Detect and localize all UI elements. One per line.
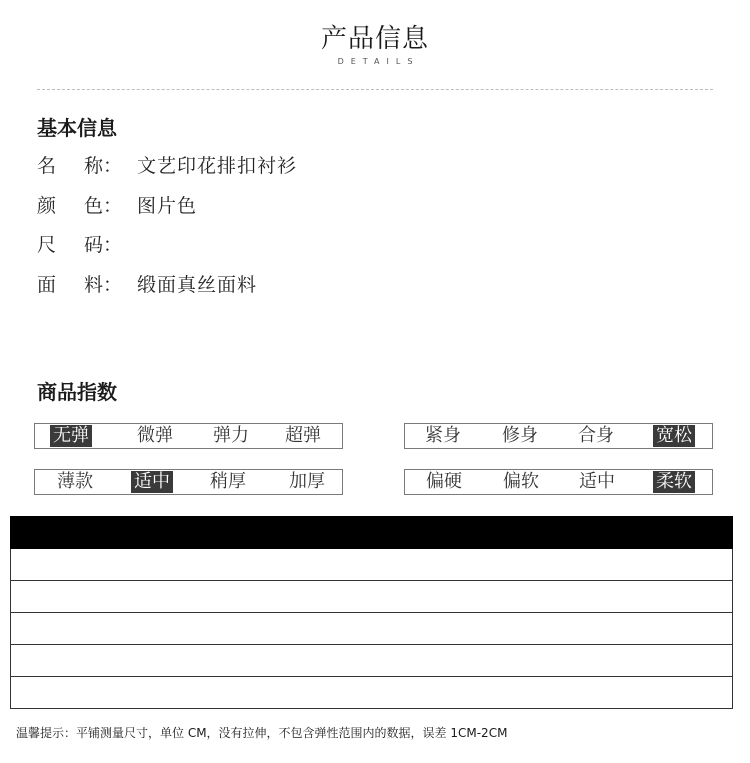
- scale-option: 无弹: [50, 425, 92, 447]
- scale-option: 偏硬: [426, 471, 462, 492]
- scale-option: 合身: [578, 425, 614, 446]
- softness-scale: [404, 469, 713, 495]
- info-value: 图片色: [137, 195, 198, 217]
- fit-scale: [404, 423, 713, 449]
- scale-option: 薄款: [57, 471, 93, 492]
- info-label-char: 名: [37, 155, 57, 177]
- table-row: [10, 613, 733, 645]
- info-label-char: 尺: [37, 234, 57, 256]
- info-label-char: 码：: [84, 234, 123, 256]
- page-title: 产品信息: [320, 24, 429, 54]
- scale-option: 弹力: [213, 425, 249, 446]
- table-row: [10, 677, 733, 709]
- table-row: [10, 549, 733, 581]
- scale-option: 微弹: [137, 425, 173, 446]
- info-label-char: 称：: [84, 155, 123, 177]
- scale-option: 柔软: [653, 471, 695, 493]
- measurement-note: 温馨提示：平铺测量尺寸，单位 CM，没有拉伸，不包含弹性范围内的数据，误差 1CM-2CM: [16, 726, 508, 740]
- dashed-divider: [37, 89, 713, 90]
- page-subtitle: DETAILS: [337, 57, 420, 66]
- thickness-scale: [34, 469, 343, 495]
- info-label-char: 颜: [37, 195, 57, 217]
- info-value: 文艺印花排扣衬衫: [137, 155, 298, 177]
- scale-option: 稍厚: [210, 471, 246, 492]
- elasticity-scale: [34, 423, 343, 449]
- basic-info-title: 基本信息: [37, 116, 117, 140]
- table-row: [10, 581, 733, 613]
- scale-option: 偏软: [503, 471, 539, 492]
- scale-option: 宽松: [653, 425, 695, 447]
- info-label-char: 料：: [84, 274, 123, 296]
- info-label-char: 色：: [84, 195, 123, 217]
- product-index-title: 商品指数: [37, 380, 117, 404]
- scale-option: 加厚: [289, 471, 325, 492]
- size-table-header: [10, 516, 733, 549]
- info-value: 缎面真丝面料: [137, 274, 258, 296]
- scale-option: 适中: [131, 471, 173, 493]
- scale-option: 超弹: [285, 425, 321, 446]
- info-label-char: 面: [37, 274, 57, 296]
- scale-option: 修身: [502, 425, 538, 446]
- table-row: [10, 645, 733, 677]
- scale-option: 适中: [579, 471, 615, 492]
- size-table: [10, 516, 733, 709]
- scale-option: 紧身: [425, 425, 461, 446]
